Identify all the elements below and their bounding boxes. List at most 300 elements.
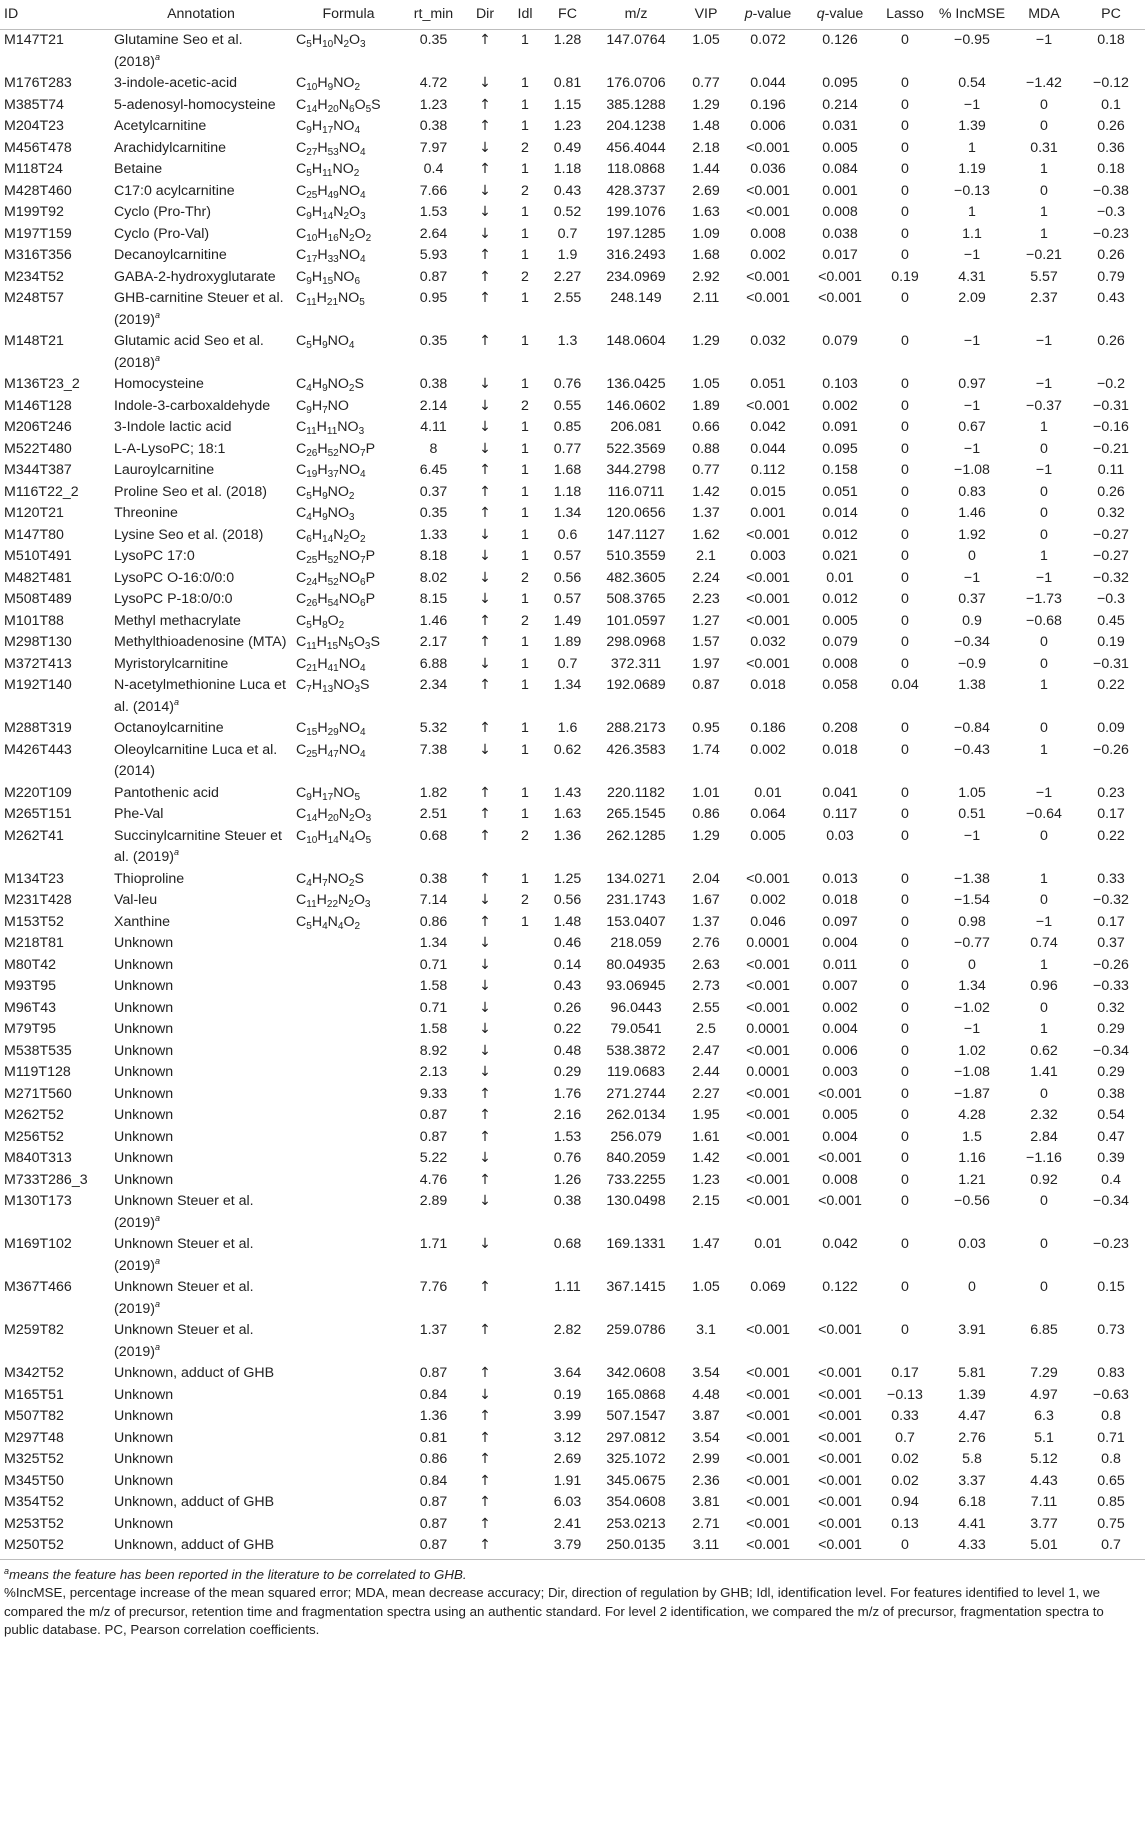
cell-pc: 0.79 <box>1097 268 1125 285</box>
cell-incmse: −1 <box>963 333 981 349</box>
cell-q-value: 0.095 <box>822 440 858 457</box>
cell-lasso: 0 <box>901 827 909 844</box>
cell-lasso: 0 <box>901 483 909 500</box>
cell-lasso: 0.02 <box>891 1472 919 1489</box>
cell-fc: 2.82 <box>553 1322 582 1338</box>
cell-rt-min: 2.64 <box>419 225 448 242</box>
cell-lasso: 0 <box>901 978 909 994</box>
table-row <box>0 224 1145 246</box>
cell-annotation: LysoPC O-16:0/0:0 <box>114 569 235 586</box>
table-row <box>0 1535 1145 1559</box>
cell-lasso: 0 <box>901 118 909 134</box>
cell-mz: 79.0541 <box>610 1021 662 1037</box>
cell-fc: 0.85 <box>553 419 582 435</box>
cell-lasso: 0 <box>901 1064 909 1080</box>
cell-q-value: 0.103 <box>822 376 858 392</box>
cell-q-value: 0.013 <box>822 870 858 887</box>
cell-rt-min: 0.71 <box>419 956 448 973</box>
cell-fc: 0.57 <box>553 548 582 564</box>
cell-formula <box>292 1041 405 1063</box>
cell-rt-min: 8.02 <box>419 569 448 586</box>
cell-lasso: 0 <box>901 333 909 349</box>
cell-vip: 1.29 <box>692 827 720 844</box>
cell-mda: −1 <box>1035 376 1053 392</box>
cell-vip: 2.27 <box>692 1085 720 1102</box>
cell-annotation: Cyclo (Pro-Val) <box>114 225 210 242</box>
cell-lasso: 0 <box>901 956 909 973</box>
cell-mz: 197.1285 <box>606 225 666 242</box>
cell-pc: −0.3 <box>1096 204 1125 220</box>
cell-annotation: Unknown <box>114 1042 174 1059</box>
cell-pc: 0.38 <box>1097 1085 1125 1102</box>
cell-rt-min: 2.51 <box>419 806 448 822</box>
cell-rt-min: 0.84 <box>419 1472 448 1489</box>
cell-q-value: <0.001 <box>818 1472 862 1489</box>
cell-fc: 1.34 <box>553 677 582 693</box>
cell-mz: 116.0711 <box>607 483 665 500</box>
table-row <box>0 611 1145 633</box>
cell-vip: 1.05 <box>692 1279 720 1295</box>
cell-mz: 147.0764 <box>606 32 666 48</box>
cell-mda: −1.16 <box>1026 1150 1062 1166</box>
cell-id: M733T286_3 <box>4 1171 88 1188</box>
cell-lasso: 0.7 <box>895 1429 915 1446</box>
cell-mz: 298.0968 <box>606 634 666 650</box>
cell-p-value: <0.001 <box>746 870 790 887</box>
cell-mda: 0.74 <box>1030 935 1058 951</box>
cell-id: M199T92 <box>4 204 64 220</box>
cell-idl: 1 <box>521 118 529 134</box>
cell-dir: ↓ <box>479 182 491 199</box>
cell-p-value: 0.032 <box>750 333 786 349</box>
cell-idl <box>508 1385 542 1407</box>
cell-annotation: Unknown <box>114 956 174 973</box>
table-row <box>0 998 1145 1020</box>
cell-incmse: −1.87 <box>954 1085 990 1102</box>
cell-lasso: 0.19 <box>891 268 919 285</box>
cell-dir: ↑ <box>479 1451 491 1467</box>
cell-rt-min: 0.38 <box>419 118 448 134</box>
table-row <box>0 955 1145 977</box>
cell-id: M522T480 <box>4 440 72 457</box>
cell-lasso: 0 <box>901 784 909 801</box>
cell-lasso: 0 <box>901 419 909 435</box>
cell-vip: 0.66 <box>692 419 720 435</box>
cell-mda: 0 <box>1040 118 1048 134</box>
cell-formula <box>292 1148 405 1170</box>
cell-annotation: Unknown, adduct of GHB <box>114 1494 275 1510</box>
cell-pc: −0.27 <box>1093 526 1129 543</box>
cell-dir: ↑ <box>462 1535 508 1559</box>
cell-annotation: Unknown <box>114 1021 174 1037</box>
cell-mda: 0.92 <box>1030 1171 1058 1188</box>
cell-fc: 0.56 <box>553 892 582 908</box>
table-row <box>0 396 1145 418</box>
cell-dir: ↑ <box>479 1322 491 1338</box>
cell-incmse: −0.95 <box>954 32 990 48</box>
cell-p-value: <0.001 <box>746 1429 790 1446</box>
cell-vip: 1.27 <box>692 612 720 629</box>
cell-p-value: 0.044 <box>750 440 786 457</box>
cell-q-value: 0.005 <box>822 612 858 629</box>
cell-annotation: Glutamine Seo et al. $(2018)^a$ <box>114 32 243 70</box>
cell-lasso: 0 <box>901 634 909 650</box>
cell-formula: $C_{10}H_{16}N_2O_2$ <box>296 225 372 244</box>
cell-idl: 1 <box>521 376 529 392</box>
cell-id: M426T443 <box>4 741 72 758</box>
cell-fc: 6.03 <box>553 1494 582 1510</box>
cell-lasso: −0.13 <box>887 1386 923 1403</box>
cell-formula: $C_{17}H_{33}NO_4$ <box>296 247 366 265</box>
cell-lasso: 0 <box>901 1322 909 1338</box>
cell-incmse: 6.18 <box>958 1494 986 1510</box>
cell-incmse: 0 <box>968 1279 976 1295</box>
cell-formula <box>292 1385 405 1407</box>
cell-pc: 0.75 <box>1097 1515 1125 1532</box>
cell-incmse: 0.83 <box>958 483 986 500</box>
cell-dir: ↓ <box>479 1064 491 1080</box>
cell-annotation: Unknown Steuer et al. $(2019)^a$ <box>114 1193 254 1231</box>
table-row <box>0 1041 1145 1063</box>
cell-lasso: 0 <box>901 806 909 822</box>
cell-q-value: <0.001 <box>818 1429 862 1446</box>
cell-dir: ↓ <box>479 526 491 543</box>
cell-formula: $C_4H_9NO_2S$ <box>296 376 364 394</box>
cell-id: M93T95 <box>4 978 57 994</box>
cell-dir: ↑ <box>479 1494 491 1510</box>
cell-fc: 0.68 <box>553 1236 582 1252</box>
cell-idl <box>508 976 542 998</box>
cell-lasso: 0 <box>901 591 909 607</box>
cell-p-value: 0.036 <box>750 161 786 177</box>
cell-rt-min: 1.58 <box>419 978 448 994</box>
cell-mda: 0 <box>1040 634 1048 650</box>
table-row <box>0 95 1145 117</box>
cell-rt-min: 0.84 <box>419 1386 448 1403</box>
cell-fc: 0.29 <box>553 1064 582 1080</box>
cell-annotation: Unknown, adduct of GHB <box>114 1365 275 1381</box>
cell-id: M130T173 <box>4 1193 72 1209</box>
header-p-value: p-value <box>733 0 803 30</box>
cell-rt-min: 0.86 <box>419 913 448 930</box>
table-row <box>0 589 1145 611</box>
cell-mda: 5.57 <box>1030 268 1058 285</box>
cell-annotation: Pantothenic acid <box>114 784 219 801</box>
cell-pc: −0.12 <box>1093 75 1129 91</box>
cell-rt-min: 1.71 <box>419 1236 448 1252</box>
cell-pc: −0.16 <box>1093 419 1129 435</box>
cell-formula <box>292 1428 405 1450</box>
cell-mz: 231.1743 <box>606 892 666 908</box>
cell-fc: 1.48 <box>553 913 582 930</box>
cell-annotation: GABA-2-hydroxyglutarate <box>114 268 276 285</box>
cell-idl: 1 <box>521 741 529 758</box>
cell-mz: 510.3559 <box>606 548 666 564</box>
cell-p-value: <0.001 <box>746 978 790 994</box>
cell-incmse: 0.03 <box>958 1236 986 1252</box>
cell-idl: 1 <box>521 677 529 693</box>
cell-p-value: 0.051 <box>750 376 786 392</box>
cell-mz: 204.1238 <box>606 118 666 134</box>
cell-idl: 1 <box>521 655 529 672</box>
cell-incmse: 1.92 <box>958 526 986 543</box>
cell-mz: 147.1127 <box>606 526 666 543</box>
cell-mda: 7.11 <box>1030 1494 1058 1510</box>
cell-q-value: 0.122 <box>822 1279 858 1295</box>
cell-dir: ↓ <box>479 1386 491 1403</box>
cell-incmse: 0.51 <box>958 806 986 822</box>
cell-id: M234T52 <box>4 268 64 285</box>
cell-lasso: 0 <box>901 935 909 951</box>
cell-mda: −0.68 <box>1026 612 1062 629</box>
cell-rt-min: 2.17 <box>419 634 448 650</box>
cell-fc: 3.64 <box>553 1365 582 1381</box>
cell-q-value: 0.007 <box>822 978 858 994</box>
cell-annotation: Unknown, adduct of GHB <box>110 1535 292 1559</box>
cell-p-value: 0.002 <box>750 741 786 758</box>
cell-incmse: 1.21 <box>958 1171 986 1188</box>
cell-mda: 0 <box>1040 483 1048 500</box>
cell-p-value: <0.001 <box>746 612 790 629</box>
cell-q-value: 0.012 <box>822 591 858 607</box>
cell-formula: $C_{21}H_{41}NO_4$ <box>296 655 366 674</box>
cell-q-value: <0.001 <box>803 1535 877 1559</box>
cell-mz: 253.0213 <box>606 1515 666 1532</box>
cell-rt-min: 7.14 <box>419 892 448 908</box>
cell-id: M840T313 <box>4 1150 72 1166</box>
cell-idl: 1 <box>521 32 529 48</box>
cell-incmse: 1.02 <box>958 1042 986 1059</box>
cell-rt-min: 0.87 <box>419 1365 448 1381</box>
table-body <box>0 30 1145 1560</box>
cell-vip: 1.09 <box>692 225 720 242</box>
cell-vip: 2.5 <box>696 1021 716 1037</box>
cell-dir: ↓ <box>479 741 491 758</box>
cell-id: M482T481 <box>4 569 72 586</box>
cell-annotation: Phe-Val <box>114 806 164 822</box>
cell-mda: 0.31 <box>1030 139 1058 156</box>
cell-rt-min: 7.97 <box>419 139 448 156</box>
cell-annotation: 3-Indole lactic acid <box>114 419 232 435</box>
cell-mda: 0.96 <box>1030 978 1058 994</box>
table-row <box>0 1385 1145 1407</box>
header-fc: FC <box>542 0 593 30</box>
cell-q-value: <0.001 <box>818 1150 862 1166</box>
cell-formula <box>292 1234 405 1277</box>
cell-q-value: 0.017 <box>822 247 858 263</box>
cell-rt-min: 1.37 <box>419 1322 448 1338</box>
cell-lasso: 0 <box>901 741 909 758</box>
cell-idl: 1 <box>521 913 529 930</box>
cell-mz: 96.0443 <box>610 999 662 1016</box>
cell-mda: 5.01 <box>1011 1535 1077 1559</box>
cell-rt-min: 0.4 <box>423 161 444 177</box>
cell-formula: $C_9H_{17}NO_5$ <box>296 784 361 803</box>
cell-id: M507T82 <box>4 1408 64 1424</box>
cell-fc: 0.46 <box>553 935 582 951</box>
cell-formula: $C_{25}H_{49}NO_4$ <box>296 182 366 201</box>
cell-p-value: 0.072 <box>750 32 786 48</box>
cell-annotation: Unknown <box>114 1515 174 1532</box>
cell-q-value: <0.001 <box>818 1193 862 1209</box>
cell-annotation: Unknown Steuer et al. $(2019)^a$ <box>114 1322 254 1360</box>
cell-lasso: 0 <box>901 999 909 1016</box>
table-row <box>0 1406 1145 1428</box>
cell-lasso: 0 <box>901 1171 909 1188</box>
cell-rt-min: 8.92 <box>419 1042 448 1059</box>
cell-vip: 1.68 <box>692 247 720 263</box>
table-row <box>0 869 1145 891</box>
cell-fc: 1.49 <box>553 612 582 629</box>
cell-lasso: 0 <box>901 1150 909 1166</box>
cell-incmse: −1.54 <box>954 892 990 908</box>
cell-lasso: 0 <box>877 1535 933 1559</box>
table-row <box>0 331 1145 374</box>
cell-q-value: 0.091 <box>822 419 858 435</box>
cell-id: M192T140 <box>4 677 72 693</box>
cell-fc: 1.23 <box>553 118 582 134</box>
cell-mz: 250.0135 <box>593 1535 679 1559</box>
cell-incmse: −1.02 <box>954 999 990 1016</box>
cell-mda: 0 <box>1040 1279 1048 1295</box>
cell-idl: 1 <box>521 526 529 543</box>
cell-lasso: 0 <box>901 1085 909 1102</box>
cell-dir: ↑ <box>479 1365 491 1381</box>
cell-dir: ↓ <box>479 569 491 586</box>
cell-formula: $C_4H_9NO_3$ <box>296 505 355 523</box>
cell-fc: 1.43 <box>553 784 582 801</box>
cell-mz: 153.0407 <box>606 913 666 930</box>
cell-rt-min: 0.87 <box>419 1515 448 1532</box>
cell-incmse: −0.43 <box>954 741 990 758</box>
cell-idl: 2 <box>521 397 529 414</box>
cell-formula <box>292 1320 405 1363</box>
cell-vip: 1.89 <box>692 397 720 414</box>
cell-q-value: 0.214 <box>822 96 858 113</box>
cell-dir: ↓ <box>479 1021 491 1037</box>
cell-fc: 0.7 <box>557 655 578 672</box>
cell-formula: $C_{11}H_{15}N_5O_3S$ <box>296 634 380 652</box>
cell-lasso: 0 <box>901 204 909 220</box>
cell-p-value: <0.001 <box>746 655 790 672</box>
cell-incmse: 0 <box>968 548 976 564</box>
cell-mda: −0.37 <box>1026 397 1062 414</box>
cell-lasso: 0 <box>901 290 909 306</box>
cell-lasso: 0.02 <box>891 1451 919 1467</box>
cell-formula <box>292 1062 405 1084</box>
cell-pc: −0.23 <box>1093 1236 1129 1252</box>
cell-mz: 101.0597 <box>606 612 666 629</box>
cell-dir: ↓ <box>479 397 491 414</box>
cell-mda: 0 <box>1040 892 1048 908</box>
cell-pc: 0.26 <box>1097 247 1125 263</box>
cell-formula: $C_5H_{10}N_2O_3$ <box>296 32 366 50</box>
cell-dir: ↑ <box>479 32 491 48</box>
cell-incmse: 1.34 <box>958 978 986 994</box>
cell-pc: 0.32 <box>1097 999 1125 1016</box>
cell-p-value: <0.001 <box>746 1451 790 1467</box>
cell-lasso: 0 <box>901 655 909 672</box>
cell-idl <box>508 1105 542 1127</box>
cell-mda: −1.42 <box>1026 75 1062 91</box>
cell-idl: 1 <box>521 290 529 306</box>
cell-id: M136T23_2 <box>4 376 80 392</box>
cell-vip: 1.63 <box>692 204 720 220</box>
cell-idl <box>508 1084 542 1106</box>
cell-lasso: 0 <box>901 1021 909 1037</box>
cell-dir: ↑ <box>479 1472 491 1489</box>
header-rt-min: rt_min <box>405 0 462 30</box>
cell-p-value: 0.01 <box>754 1236 782 1252</box>
cell-pc: 0.54 <box>1097 1107 1125 1123</box>
cell-annotation: Betaine <box>114 161 163 177</box>
cell-id: M538T535 <box>4 1042 72 1059</box>
cell-mda: 0 <box>1040 505 1048 521</box>
cell-lasso: 0.04 <box>891 677 919 693</box>
table-row <box>0 30 1145 74</box>
cell-mda: 0 <box>1040 1236 1048 1252</box>
cell-idl: 1 <box>521 204 529 220</box>
cell-idl <box>508 1127 542 1149</box>
cell-lasso: 0 <box>901 1128 909 1145</box>
cell-id: M253T52 <box>4 1515 64 1532</box>
cell-p-value: 0.044 <box>750 75 786 91</box>
cell-id: M220T109 <box>4 784 72 801</box>
cell-mz: 325.1072 <box>606 1451 666 1467</box>
cell-mz: 234.0969 <box>606 268 666 285</box>
cell-fc: 1.28 <box>553 32 582 48</box>
cell-fc: 3.12 <box>553 1429 582 1446</box>
table-row <box>0 138 1145 160</box>
cell-p-value: 0.0001 <box>746 935 790 951</box>
cell-mda: 3.77 <box>1030 1515 1058 1532</box>
cell-pc: 0.1 <box>1101 96 1121 113</box>
cell-id: M344T387 <box>4 462 72 478</box>
cell-vip: 2.71 <box>692 1515 720 1532</box>
cell-mda: 1 <box>1040 741 1048 758</box>
cell-id: M265T151 <box>4 806 72 822</box>
cell-incmse: −1 <box>963 397 981 414</box>
cell-q-value: 0.005 <box>822 139 858 156</box>
cell-rt-min: 6.45 <box>419 462 448 478</box>
cell-fc: 2.69 <box>553 1451 582 1467</box>
cell-p-value: 0.042 <box>750 419 786 435</box>
cell-annotation: N-acetylmethionine Luca et al. $(2014)^a$ <box>114 677 286 715</box>
cell-formula: $C_{15}H_{29}NO_4$ <box>296 720 366 738</box>
cell-q-value: 0.002 <box>822 397 858 414</box>
cell-rt-min: 0.38 <box>419 376 448 392</box>
cell-mda: 6.3 <box>1034 1408 1054 1424</box>
cell-id: M385T74 <box>4 96 64 113</box>
cell-mz: 482.3605 <box>606 569 666 586</box>
cell-formula <box>292 1277 405 1320</box>
cell-mda: 1 <box>1040 1021 1048 1037</box>
cell-mda: 0 <box>1040 999 1048 1016</box>
cell-formula: $C_{19}H_{37}NO_4$ <box>296 462 366 480</box>
table-row <box>0 804 1145 826</box>
cell-incmse: 0.54 <box>958 75 986 91</box>
cell-mda: 1 <box>1040 204 1048 220</box>
cell-incmse: 2.76 <box>958 1429 986 1446</box>
cell-mz: 344.2798 <box>606 462 666 478</box>
cell-idl <box>508 1535 542 1559</box>
cell-incmse: 0.9 <box>962 612 982 629</box>
cell-mz: 118.0868 <box>606 161 666 177</box>
cell-mda: −1 <box>1035 569 1053 586</box>
cell-pc: 0.22 <box>1097 677 1125 693</box>
cell-p-value: 0.0001 <box>746 1021 790 1037</box>
header-pc: PC <box>1077 0 1145 30</box>
